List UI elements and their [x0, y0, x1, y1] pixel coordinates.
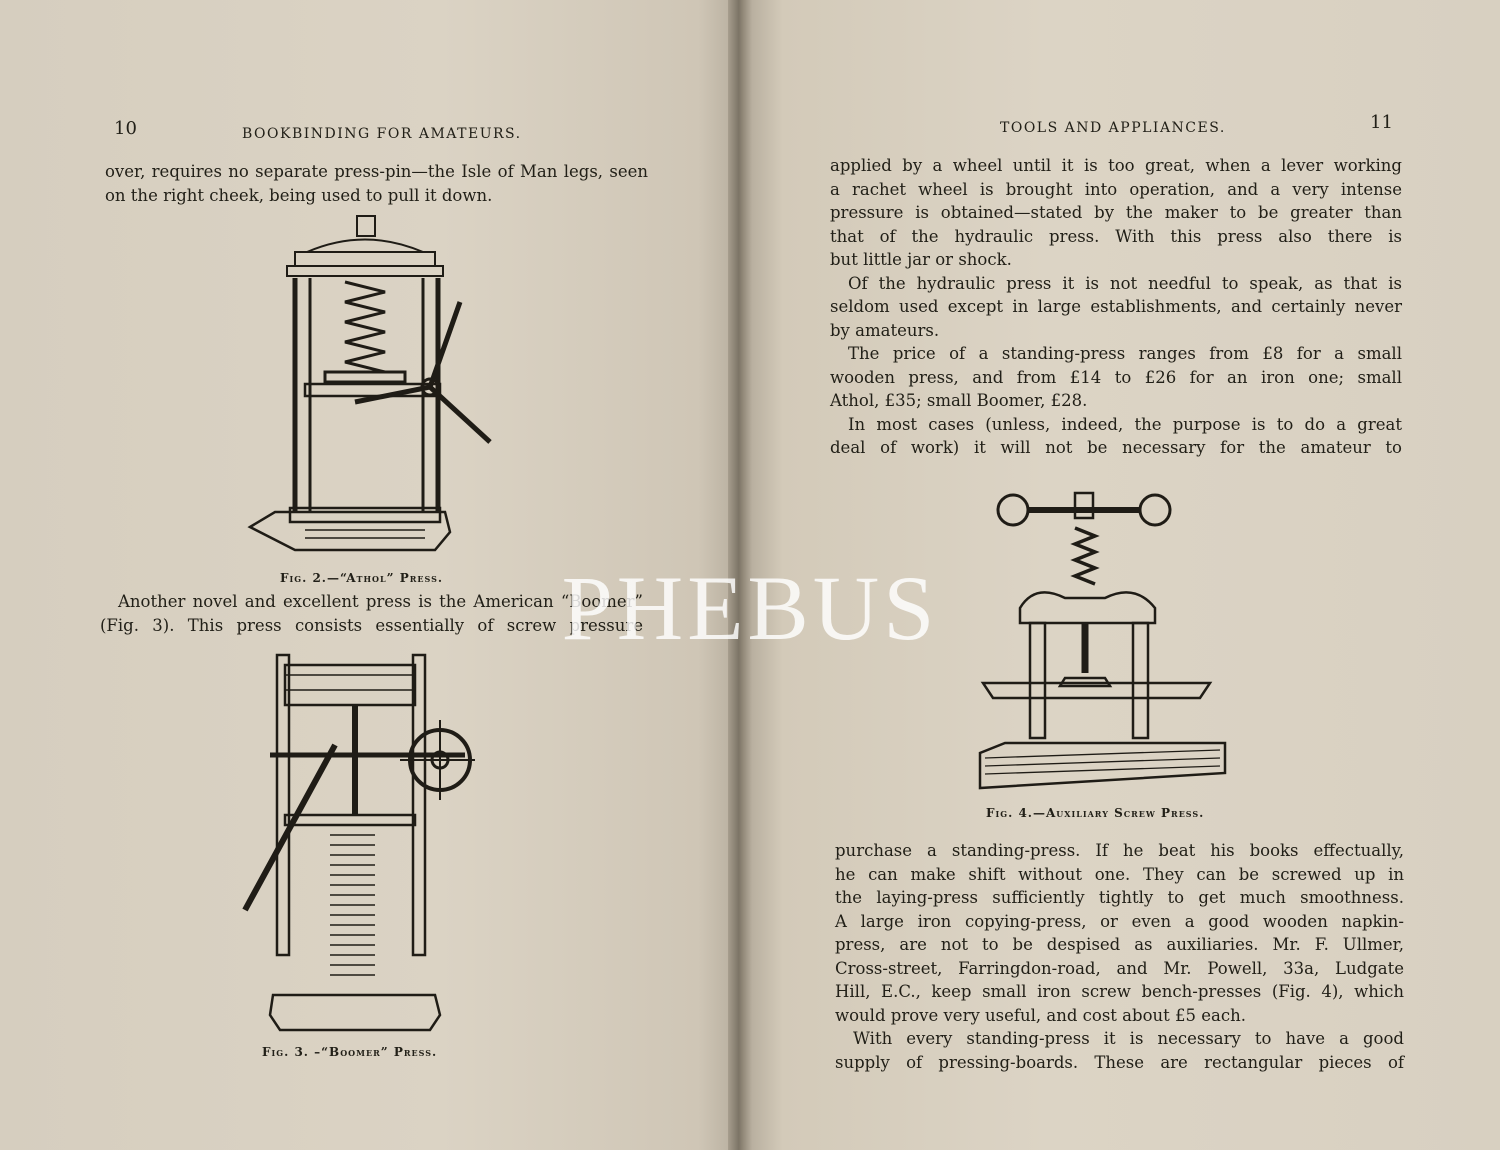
text-line: (Fig. 3). This press consists essentially of screw pressure — [100, 615, 643, 635]
text-line: Athol, £35; small Boomer, £28. — [830, 391, 1088, 410]
left-text-top — [105, 160, 648, 207]
text-line: Another novel and excellent press is the American “Boomer” — [118, 592, 643, 611]
text-line: supply of pressing-boards. These are rectangular pieces of — [835, 1052, 1404, 1072]
text-line: applied by a wheel until it is too great, when a lever working — [830, 156, 1402, 175]
athol-press-illustration — [235, 212, 495, 562]
text-line: In most cases (unless, indeed, the purpose is to do a great — [848, 414, 1402, 434]
text-line: that of the hydraulic press. With this press also there is — [830, 226, 1402, 246]
text-line: on the right cheek, being used to pull it down. — [105, 185, 493, 205]
text-line: Hill, E.C., keep small iron screw bench-presses (Fig. 4), which — [835, 982, 1404, 1001]
text-line: seldom used except in large establishments, and certainly never — [830, 297, 1402, 316]
page-number-left: 10 — [114, 118, 137, 139]
text-line: by amateurs. — [830, 320, 940, 340]
text-line: purchase a standing-press. If he beat his books effectually, — [835, 841, 1404, 860]
fig2-caption: Fig. 2.—“Athol” Press. — [280, 571, 444, 585]
text-line: he can make shift without one. They can be screwed up in — [835, 864, 1404, 884]
text-line: The price of a standing-press ranges from £8 for a small — [848, 344, 1402, 363]
text-line: press, are not to be despised as auxiliaries. Mr. F. Ullmer, — [835, 935, 1404, 954]
text-line: deal of work) it will not be necessary for the amateur to — [830, 438, 1402, 457]
text-line: Of the hydraulic press it is not needful to speak, as that is — [848, 273, 1402, 293]
running-head-right: TOOLS AND APPLIANCES. — [1000, 120, 1226, 136]
fig4-caption: Fig. 4.—Auxiliary Screw Press. — [986, 806, 1205, 820]
right-text-top — [830, 154, 1402, 460]
text-line: With every standing-press it is necessary to have a good — [853, 1029, 1404, 1048]
text-line: a rachet wheel is brought into operation, and a very intense — [830, 179, 1402, 199]
right-text-bottom — [835, 839, 1404, 1074]
text-line: would prove very useful, and cost about £5 each. — [835, 1005, 1246, 1025]
fig3-caption: Fig. 3. –“Boomer” Press. — [262, 1045, 438, 1059]
running-head-left: BOOKBINDING FOR AMATEURS. — [242, 126, 522, 142]
page-number-right: 11 — [1370, 112, 1393, 133]
watermark: PHEBUS — [561, 557, 939, 659]
text-line: Cross-street, Farringdon-road, and Mr. Powell, 33a, Ludgate — [835, 958, 1404, 978]
text-line: pressure is obtained—stated by the maker to be greater than — [830, 203, 1402, 222]
text-line: wooden press, and from £14 to £26 for an iron one; small — [830, 367, 1402, 387]
text-line: but little jar or shock. — [830, 250, 1012, 269]
text-line: over, requires no separate press-pin—the Isle of Man legs, seen — [105, 162, 648, 181]
boomer-press-illustration — [235, 645, 475, 1040]
text-line: the laying-press sufficiently tightly to get much smoothness. — [835, 888, 1404, 907]
text-line: A large iron copying-press, or even a good wooden napkin- — [835, 911, 1404, 931]
